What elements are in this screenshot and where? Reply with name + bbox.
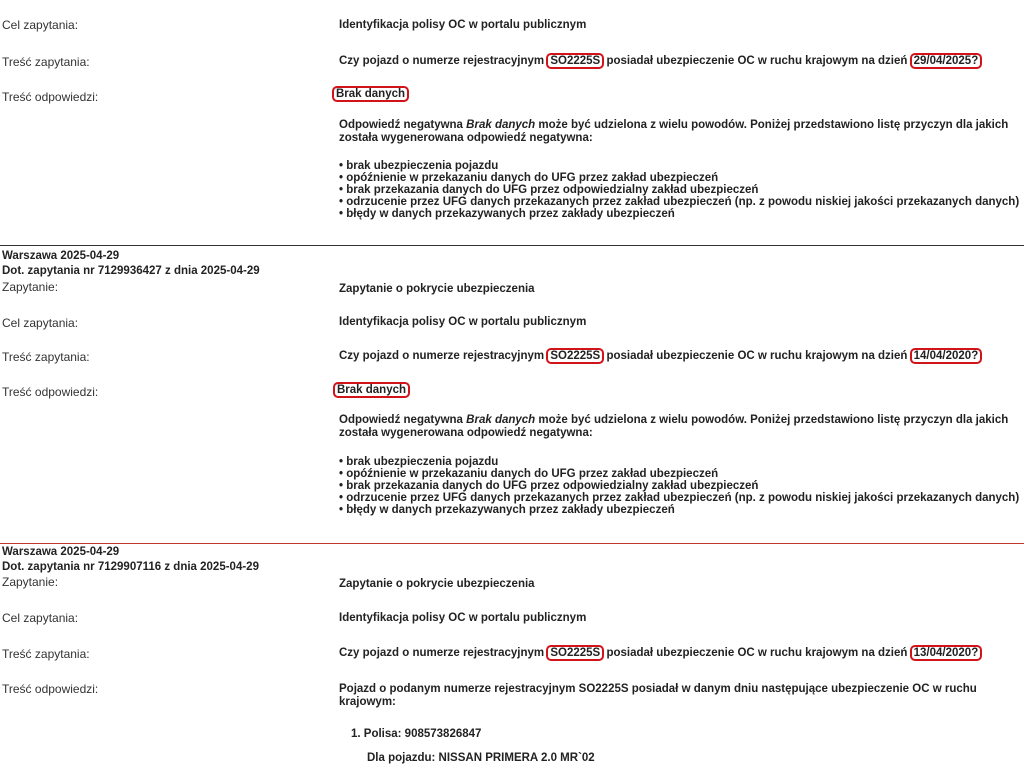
record-separator [0, 245, 1024, 246]
zapytanie-value: Zapytanie o pokrycie ubezpieczenia [339, 283, 535, 295]
plate-highlight: SO2225S [546, 53, 604, 69]
policy-number: 1. Polisa: 908573826847 [351, 728, 482, 740]
question-text: Czy pojazd o numerze rejestracyjnym SO2225S posiadał ubezpieczenie OC w ruchu krajowym na dzień 29/04/2025? [339, 55, 981, 67]
tresc-odpowiedzi-label: Treść odpowiedzi: [2, 90, 99, 104]
tresc-zapytania-label: Treść zapytania: [2, 55, 90, 69]
list-item: • opóźnienie w przekazaniu danych do UFG przez zakład ubezpieczeń [339, 172, 1024, 184]
list-item: • błędy w danych przekazywanych przez zakłady ubezpieczeń [339, 208, 1024, 220]
reasons-list [339, 160, 1024, 220]
zapytanie-value: Zapytanie o pokrycie ubezpieczenia [339, 578, 535, 590]
tresc-odpowiedzi-label: Treść odpowiedzi: [2, 385, 99, 399]
tresc-zapytania-label: Treść zapytania: [2, 350, 90, 364]
cel-value: Identyfikacja polisy OC w portalu publicznym [339, 19, 587, 31]
plate-highlight: SO2225S [546, 348, 604, 364]
list-item: • brak przekazania danych do UFG przez odpowiedzialny zakład ubezpieczeń [339, 480, 1024, 492]
list-item: • brak ubezpieczenia pojazdu [339, 456, 1024, 468]
plate-highlight: SO2225S [546, 645, 604, 661]
header-ref: Dot. zapytania nr 7129936427 z dnia 2025-04-29 [2, 265, 260, 277]
list-item: • brak ubezpieczenia pojazdu [339, 160, 1024, 172]
positive-answer: Pojazd o podanym numerze rejestracyjnym SO2225S posiadał w danym dniu następujące ubezpieczenie OC w ruchu krajowym: [339, 683, 977, 708]
cel-label: Cel zapytania: [2, 316, 79, 330]
negative-explanation: Odpowiedź negatywna Brak danych może być udzielona z wielu powodów. Poniżej przedstawiono listę przyczyn dla jakich została wygenerowana odpowiedź negatywna: [339, 119, 1009, 144]
list-item: • odrzucenie przez UFG danych przekazanych przez zakład ubezpieczeń (np. z powodu niskiej jakości przekazanych danych) [339, 492, 1024, 504]
question-text: Czy pojazd o numerze rejestracyjnym SO2225S posiadał ubezpieczenie OC w ruchu krajowym na dzień 13/04/2020? [339, 647, 981, 659]
zapytanie-label: Zapytanie: [2, 280, 59, 294]
list-item: • odrzucenie przez UFG danych przekazanych przez zakład ubezpieczeń (np. z powodu niskiej jakości przekazanych danych) [339, 196, 1024, 208]
reasons-list [339, 456, 1024, 516]
record-separator [0, 543, 1024, 544]
header-city-date: Warszawa 2025-04-29 [2, 250, 120, 262]
negative-explanation: Odpowiedź negatywna Brak danych może być udzielona z wielu powodów. Poniżej przedstawiono listę przyczyn dla jakich została wygenerowana odpowiedź negatywna: [339, 414, 1009, 439]
cel-value: Identyfikacja polisy OC w portalu publicznym [339, 316, 587, 328]
question-text: Czy pojazd o numerze rejestracyjnym SO2225S posiadał ubezpieczenie OC w ruchu krajowym na dzień 14/04/2020? [339, 350, 981, 362]
answer-brak: Brak danych [334, 384, 409, 396]
vehicle-info: Dla pojazdu: NISSAN PRIMERA 2.0 MR`02 [367, 752, 595, 764]
date-highlight: 13/04/2020? [910, 645, 983, 661]
tresc-odpowiedzi-label: Treść odpowiedzi: [2, 682, 99, 696]
list-item: • błędy w danych przekazywanych przez zakłady ubezpieczeń [339, 504, 1024, 516]
header-ref: Dot. zapytania nr 7129907116 z dnia 2025-04-29 [2, 561, 259, 573]
cel-label: Cel zapytania: [2, 611, 79, 625]
answer-brak: Brak danych [333, 88, 408, 100]
list-item: • opóźnienie w przekazaniu danych do UFG przez zakład ubezpieczeń [339, 468, 1024, 480]
cel-label: Cel zapytania: [2, 18, 79, 32]
list-item: • brak przekazania danych do UFG przez odpowiedzialny zakład ubezpieczeń [339, 184, 1024, 196]
cel-value: Identyfikacja polisy OC w portalu publicznym [339, 612, 587, 624]
header-city-date: Warszawa 2025-04-29 [2, 546, 120, 558]
date-highlight: 14/04/2020? [910, 348, 983, 364]
date-highlight: 29/04/2025? [910, 53, 983, 69]
tresc-zapytania-label: Treść zapytania: [2, 647, 90, 661]
zapytanie-label: Zapytanie: [2, 575, 59, 589]
